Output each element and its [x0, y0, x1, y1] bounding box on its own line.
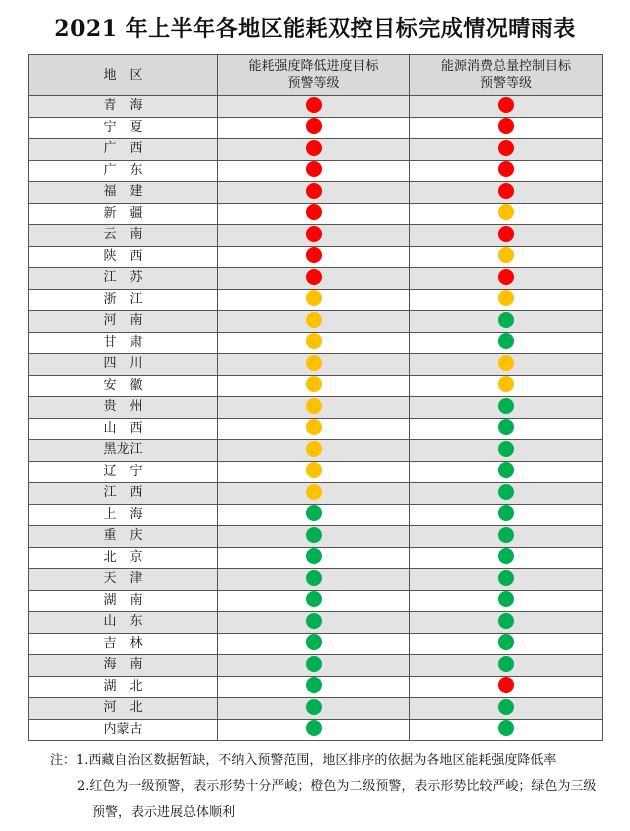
table-row: [29, 418, 603, 440]
green-warning-dot-icon: [306, 677, 322, 693]
table-row: [29, 182, 603, 204]
red-warning-dot-icon: [498, 677, 514, 693]
region-cell: 贵 州: [29, 397, 218, 419]
table-row: [29, 289, 603, 311]
table-row: [29, 526, 603, 548]
intensity-warning-cell: [218, 268, 410, 290]
green-warning-dot-icon: [306, 570, 322, 586]
green-warning-dot-icon: [306, 527, 322, 543]
region-cell: 上 海: [29, 504, 218, 526]
region-cell: 辽 宁: [29, 461, 218, 483]
intensity-warning-cell: [218, 289, 410, 311]
table-row: [29, 676, 603, 698]
table-row: [29, 633, 603, 655]
intensity-warning-cell: [218, 612, 410, 634]
region-cell: 吉 林: [29, 633, 218, 655]
green-warning-dot-icon: [498, 333, 514, 349]
orange-warning-dot-icon: [306, 290, 322, 306]
orange-warning-dot-icon: [498, 204, 514, 220]
intensity-warning-cell: [218, 504, 410, 526]
region-cell: 甘 肃: [29, 332, 218, 354]
intensity-warning-cell: [218, 246, 410, 268]
region-cell: 云 南: [29, 225, 218, 247]
total-warning-cell: [410, 612, 603, 634]
intensity-warning-cell: [218, 96, 410, 118]
region-cell: 陕 西: [29, 246, 218, 268]
orange-warning-dot-icon: [306, 462, 322, 478]
total-warning-cell: [410, 440, 603, 462]
green-warning-dot-icon: [306, 699, 322, 715]
table-row: [29, 160, 603, 182]
table-row: [29, 655, 603, 677]
green-warning-dot-icon: [306, 634, 322, 650]
total-warning-cell: [410, 117, 603, 139]
table-row: [29, 698, 603, 720]
total-warning-cell: [410, 633, 603, 655]
header-total-line2: 预警等级: [479, 76, 532, 91]
table-row: [29, 547, 603, 569]
orange-warning-dot-icon: [306, 419, 322, 435]
region-cell: 天 津: [29, 569, 218, 591]
region-cell: 青 海: [29, 96, 218, 118]
table-row: [29, 569, 603, 591]
total-warning-cell: [410, 397, 603, 419]
intensity-warning-cell: [218, 461, 410, 483]
green-warning-dot-icon: [498, 613, 514, 629]
total-warning-cell: [410, 547, 603, 569]
orange-warning-dot-icon: [306, 333, 322, 349]
table-row: [29, 440, 603, 462]
total-warning-cell: [410, 289, 603, 311]
total-warning-cell: [410, 311, 603, 333]
table-row: [29, 225, 603, 247]
intensity-warning-cell: [218, 332, 410, 354]
total-warning-cell: [410, 676, 603, 698]
total-warning-cell: [410, 655, 603, 677]
region-cell: 重 庆: [29, 526, 218, 548]
red-warning-dot-icon: [306, 97, 322, 113]
intensity-warning-cell: [218, 139, 410, 161]
footnotes: [50, 748, 610, 826]
table-row: [29, 311, 603, 333]
region-cell: 海 南: [29, 655, 218, 677]
region-cell: 内蒙古: [29, 719, 218, 741]
intensity-warning-cell: [218, 225, 410, 247]
table-row: [29, 246, 603, 268]
red-warning-dot-icon: [306, 183, 322, 199]
intensity-warning-cell: [218, 354, 410, 376]
green-warning-dot-icon: [498, 656, 514, 672]
region-cell: 广 西: [29, 139, 218, 161]
region-cell: 福 建: [29, 182, 218, 204]
total-warning-cell: [410, 354, 603, 376]
red-warning-dot-icon: [498, 97, 514, 113]
table-row: [29, 117, 603, 139]
header-intensity-line2: 预警等级: [287, 76, 340, 91]
orange-warning-dot-icon: [498, 376, 514, 392]
table-row: [29, 96, 603, 118]
page-title: 2021 年上半年各地区能耗双控目标完成情况晴雨表: [54, 16, 576, 42]
orange-warning-dot-icon: [306, 484, 322, 500]
green-warning-dot-icon: [306, 720, 322, 736]
red-warning-dot-icon: [498, 269, 514, 285]
total-warning-cell: [410, 719, 603, 741]
table-row: [29, 612, 603, 634]
total-warning-cell: [410, 225, 603, 247]
green-warning-dot-icon: [498, 548, 514, 564]
header-total-warning: [410, 55, 603, 96]
region-cell: 北 京: [29, 547, 218, 569]
note-2-continued: 预警，表示进展总体顺利: [92, 805, 236, 820]
region-cell: 宁 夏: [29, 117, 218, 139]
green-warning-dot-icon: [498, 312, 514, 328]
total-warning-cell: [410, 182, 603, 204]
region-cell: 安 徽: [29, 375, 218, 397]
red-warning-dot-icon: [498, 140, 514, 156]
total-warning-cell: [410, 332, 603, 354]
intensity-warning-cell: [218, 719, 410, 741]
intensity-warning-cell: [218, 160, 410, 182]
intensity-warning-cell: [218, 676, 410, 698]
total-warning-cell: [410, 483, 603, 505]
table-row: [29, 461, 603, 483]
orange-warning-dot-icon: [306, 441, 322, 457]
total-warning-cell: [410, 590, 603, 612]
table-row: [29, 375, 603, 397]
table-header-row: [29, 55, 603, 96]
green-warning-dot-icon: [498, 634, 514, 650]
header-intensity-warning: [218, 55, 410, 96]
green-warning-dot-icon: [498, 505, 514, 521]
region-cell: 湖 南: [29, 590, 218, 612]
green-warning-dot-icon: [498, 462, 514, 478]
region-cell: 山 东: [29, 612, 218, 634]
total-warning-cell: [410, 246, 603, 268]
red-warning-dot-icon: [306, 226, 322, 242]
total-warning-cell: [410, 526, 603, 548]
green-warning-dot-icon: [306, 548, 322, 564]
region-cell: 广 东: [29, 160, 218, 182]
total-warning-cell: [410, 375, 603, 397]
green-warning-dot-icon: [498, 441, 514, 457]
region-cell: 湖 北: [29, 676, 218, 698]
red-warning-dot-icon: [498, 183, 514, 199]
table-row: [29, 268, 603, 290]
region-cell: 江 苏: [29, 268, 218, 290]
green-warning-dot-icon: [498, 527, 514, 543]
intensity-warning-cell: [218, 397, 410, 419]
orange-warning-dot-icon: [306, 355, 322, 371]
red-warning-dot-icon: [306, 204, 322, 220]
header-region: 地 区: [29, 55, 218, 96]
total-warning-cell: [410, 461, 603, 483]
orange-warning-dot-icon: [498, 247, 514, 263]
intensity-warning-cell: [218, 655, 410, 677]
intensity-warning-cell: [218, 590, 410, 612]
region-cell: 河 南: [29, 311, 218, 333]
green-warning-dot-icon: [498, 699, 514, 715]
region-cell: 黑龙江: [29, 440, 218, 462]
green-warning-dot-icon: [306, 613, 322, 629]
red-warning-dot-icon: [498, 226, 514, 242]
table-row: [29, 590, 603, 612]
orange-warning-dot-icon: [498, 355, 514, 371]
intensity-warning-cell: [218, 375, 410, 397]
total-warning-cell: [410, 698, 603, 720]
green-warning-dot-icon: [306, 591, 322, 607]
red-warning-dot-icon: [306, 118, 322, 134]
green-warning-dot-icon: [498, 591, 514, 607]
green-warning-dot-icon: [498, 570, 514, 586]
intensity-warning-cell: [218, 526, 410, 548]
intensity-warning-cell: [218, 182, 410, 204]
total-warning-cell: [410, 504, 603, 526]
header-total-line1: 能源消费总量控制目标: [440, 59, 571, 74]
table-row: [29, 397, 603, 419]
total-warning-cell: [410, 160, 603, 182]
orange-warning-dot-icon: [306, 398, 322, 414]
warning-table: [28, 54, 603, 741]
intensity-warning-cell: [218, 117, 410, 139]
orange-warning-dot-icon: [306, 376, 322, 392]
green-warning-dot-icon: [306, 656, 322, 672]
table-row: [29, 354, 603, 376]
red-warning-dot-icon: [306, 247, 322, 263]
region-cell: 江 西: [29, 483, 218, 505]
red-warning-dot-icon: [306, 269, 322, 285]
table-body: [29, 96, 603, 741]
red-warning-dot-icon: [498, 118, 514, 134]
green-warning-dot-icon: [498, 720, 514, 736]
table-row: [29, 332, 603, 354]
intensity-warning-cell: [218, 547, 410, 569]
intensity-warning-cell: [218, 483, 410, 505]
green-warning-dot-icon: [498, 398, 514, 414]
green-warning-dot-icon: [498, 484, 514, 500]
total-warning-cell: [410, 96, 603, 118]
table-row: [29, 719, 603, 741]
region-cell: 山 西: [29, 418, 218, 440]
table-row: [29, 504, 603, 526]
region-cell: 浙 江: [29, 289, 218, 311]
table-row: [29, 483, 603, 505]
note-1: 注：1.西藏自治区数据暂缺，不纳入预警范围，地区排序的依据为各地区能耗强度降低率: [50, 753, 557, 768]
orange-warning-dot-icon: [498, 290, 514, 306]
total-warning-cell: [410, 268, 603, 290]
table-row: [29, 139, 603, 161]
table-row: [29, 203, 603, 225]
note-2: 2.红色为一级预警，表示形势十分严峻；橙色为二级预警，表示形势比较严峻；绿色为三级: [77, 779, 597, 794]
red-warning-dot-icon: [498, 161, 514, 177]
green-warning-dot-icon: [498, 419, 514, 435]
intensity-warning-cell: [218, 633, 410, 655]
total-warning-cell: [410, 569, 603, 591]
region-cell: 新 疆: [29, 203, 218, 225]
intensity-warning-cell: [218, 569, 410, 591]
region-cell: 四 川: [29, 354, 218, 376]
region-cell: 河 北: [29, 698, 218, 720]
total-warning-cell: [410, 203, 603, 225]
total-warning-cell: [410, 418, 603, 440]
intensity-warning-cell: [218, 203, 410, 225]
intensity-warning-cell: [218, 698, 410, 720]
intensity-warning-cell: [218, 311, 410, 333]
intensity-warning-cell: [218, 440, 410, 462]
total-warning-cell: [410, 139, 603, 161]
header-intensity-line1: 能耗强度降低进度目标: [248, 59, 379, 74]
intensity-warning-cell: [218, 418, 410, 440]
green-warning-dot-icon: [306, 505, 322, 521]
red-warning-dot-icon: [306, 140, 322, 156]
red-warning-dot-icon: [306, 161, 322, 177]
orange-warning-dot-icon: [306, 312, 322, 328]
